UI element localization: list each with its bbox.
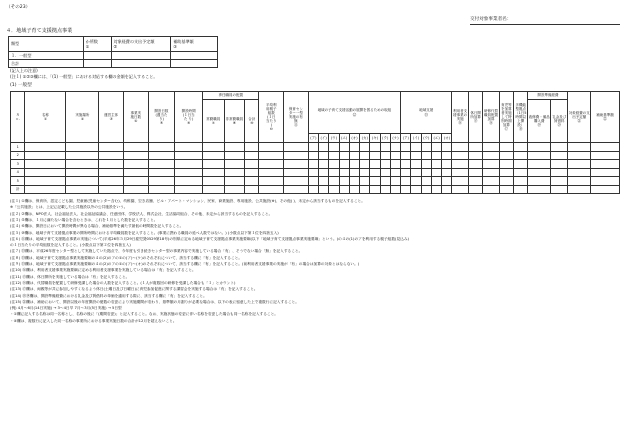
- main-table: [10, 91, 620, 194]
- applicant-underline: [470, 24, 620, 25]
- table-cell[interactable]: [360, 185, 370, 194]
- table-cell[interactable]: [568, 177, 591, 186]
- table-cell[interactable]: [99, 185, 124, 194]
- table-cell[interactable]: [349, 160, 359, 169]
- table-cell[interactable]: [123, 168, 148, 177]
- table-cell[interactable]: [411, 143, 421, 152]
- table-cell[interactable]: [421, 168, 431, 177]
- table-cell[interactable]: [528, 160, 551, 169]
- table-cell[interactable]: [551, 160, 568, 169]
- table-cell[interactable]: [203, 151, 225, 160]
- activity-mark: (エ): [339, 134, 349, 143]
- table-cell[interactable]: [259, 185, 284, 194]
- table-cell[interactable]: [203, 143, 225, 152]
- table-cell[interactable]: [468, 143, 482, 152]
- regional-mark: (ア): [401, 134, 411, 143]
- table-cell[interactable]: [203, 185, 225, 194]
- table-cell[interactable]: [442, 160, 452, 169]
- table-cell[interactable]: [66, 168, 99, 177]
- table-cell[interactable]: [175, 160, 203, 169]
- table-cell[interactable]: [499, 177, 513, 186]
- table-cell[interactable]: [528, 151, 551, 160]
- table-cell[interactable]: [591, 151, 620, 160]
- note-line: (注13) ⑰欄は、両親等が共に参加しやすくなるよう休日(土曜日及び日曜日)に育児参加促進に関する講習会を実施する場合は「有」を記入すること。: [10, 287, 258, 292]
- note-line: (注11) ⑮欄は、休日開所を実施している場合は「有」を記入すること。: [10, 274, 130, 279]
- table-cell[interactable]: [568, 143, 591, 152]
- note-line: (注15) ㉑欄は、補助において、開設以後の年度開設の便数の変更により実施期間が変わり、基準額の月割りが必要な場合は、以下の表に留意した上で複数行に記入すること。: [10, 299, 299, 304]
- table-cell[interactable]: [319, 168, 329, 177]
- row-number: 1: [11, 143, 25, 152]
- regional-mark: (ウ): [421, 134, 431, 143]
- table-cell[interactable]: [224, 168, 245, 177]
- table-cell[interactable]: [123, 143, 148, 152]
- table-cell[interactable]: [514, 185, 528, 194]
- row-number: 4: [11, 168, 25, 177]
- table-cell[interactable]: [66, 160, 99, 169]
- col-center: 保育セン ター一型 実施の有 無 ⑪: [284, 92, 309, 143]
- table-cell[interactable]: [175, 185, 203, 194]
- table-cell[interactable]: [421, 185, 431, 194]
- table-cell[interactable]: [370, 177, 380, 186]
- staff-group: 専任職員の配置: [203, 92, 259, 100]
- table-cell[interactable]: [319, 185, 329, 194]
- table-cell[interactable]: [148, 143, 175, 152]
- table-cell[interactable]: [431, 185, 441, 194]
- notes-title: (記入上の注意): [10, 68, 38, 73]
- table-cell[interactable]: [514, 177, 528, 186]
- col-lease: 礼金及び賃借料 ⑳: [551, 100, 568, 143]
- table-row: [11, 143, 620, 152]
- table-cell[interactable]: [329, 168, 339, 177]
- row-number: 5: [11, 177, 25, 186]
- table-cell[interactable]: [528, 177, 551, 186]
- table-cell[interactable]: [308, 160, 318, 169]
- col-open-days: 開設日数 (週当た り) ⑤: [148, 92, 175, 143]
- table-cell[interactable]: [442, 185, 452, 194]
- table-cell[interactable]: [245, 185, 259, 194]
- table-cell[interactable]: [370, 185, 380, 194]
- col-start: 事業実 施日数 ④: [123, 92, 148, 143]
- section1-title: (1) 一般型: [10, 83, 32, 88]
- table-cell[interactable]: [284, 151, 309, 160]
- table-cell[interactable]: [259, 151, 284, 160]
- table-cell[interactable]: [203, 160, 225, 169]
- table-cell[interactable]: [360, 168, 370, 177]
- table-cell[interactable]: [442, 177, 452, 186]
- table-cell[interactable]: [452, 168, 468, 177]
- table-cell[interactable]: [431, 168, 441, 177]
- summary-row-type: １．一般型: [9, 52, 84, 60]
- table-cell[interactable]: [499, 160, 513, 169]
- table-cell[interactable]: [148, 185, 175, 194]
- table-cell[interactable]: [499, 168, 513, 177]
- table-cell[interactable]: [483, 143, 499, 152]
- table-cell[interactable]: [224, 185, 245, 194]
- note-line: (注10) ⑭欄は、利用者支援事業実施要綱に定める利用者支援事業を実施している場合は「有」を記入すること。: [10, 268, 196, 273]
- table-cell[interactable]: [175, 151, 203, 160]
- table-cell[interactable]: [224, 151, 245, 160]
- table-cell[interactable]: [431, 160, 441, 169]
- table-cell[interactable]: [390, 185, 400, 194]
- table-cell[interactable]: [431, 151, 441, 160]
- table-cell[interactable]: [442, 168, 452, 177]
- table-cell[interactable]: [370, 160, 380, 169]
- table-cell[interactable]: [245, 168, 259, 177]
- table-cell[interactable]: [308, 185, 318, 194]
- col-activities: 地域の子育て支援活動の展開を図るための取組 ⑫: [308, 92, 400, 134]
- table-cell[interactable]: [452, 185, 468, 194]
- table-cell[interactable]: [499, 143, 513, 152]
- col-multi2: 多機能型拠点（1日5時間以上開設） ⑱: [514, 92, 528, 143]
- table-cell[interactable]: [411, 185, 421, 194]
- activity-mark: (ケ): [390, 134, 400, 143]
- table-cell[interactable]: [224, 160, 245, 169]
- summary-table: [8, 36, 218, 68]
- summary-header-standard: 補助基準額 ③: [171, 37, 218, 52]
- table-cell[interactable]: [123, 151, 148, 160]
- note-line: (注６) ⑪欄は、地域子育て支援拠点事業の実施について(平成26年５月29日雇児発0529第18号)の別紙に定める地域子育て支援拠点事業実施要綱(以下「地域子育て支援拠点事業実施要綱」という。)の４の(1)のアを利用する親子組数(見込み): [10, 236, 409, 241]
- table-cell[interactable]: [99, 168, 124, 177]
- table-cell[interactable]: [551, 143, 568, 152]
- summary-header-type: 類型: [9, 37, 84, 52]
- table-cell[interactable]: [468, 151, 482, 160]
- note-line: の１日当たりの平均組数を記入すること。(小数点以下第２位を四捨五入): [10, 243, 131, 248]
- regional-mark: (オ): [442, 134, 452, 143]
- table-cell[interactable]: [591, 143, 620, 152]
- col-operator: 運営主体 ③: [99, 92, 124, 143]
- table-cell[interactable]: [123, 177, 148, 186]
- summary-header-count: か所数 ①: [83, 37, 111, 52]
- table-cell[interactable]: [319, 151, 329, 160]
- table-cell[interactable]: [483, 160, 499, 169]
- table-cell[interactable]: [339, 143, 349, 152]
- table-cell[interactable]: [329, 185, 339, 194]
- table-cell[interactable]: [349, 168, 359, 177]
- note-line: (注４) ⑥欄は、開設日において開設時間が異なる場合、補助基準を満たす最低の時間数を記入すること。: [10, 224, 184, 229]
- table-cell[interactable]: [499, 185, 513, 194]
- col-flextime: 休日開所加算 ⑮: [468, 92, 482, 143]
- table-cell[interactable]: [528, 143, 551, 152]
- table-cell[interactable]: [349, 143, 359, 152]
- table-cell[interactable]: [259, 177, 284, 186]
- table-cell[interactable]: [401, 185, 411, 194]
- table-cell[interactable]: [339, 177, 349, 186]
- col-target: 対象経費の支出予定額 ㉑: [568, 92, 591, 143]
- table-cell[interactable]: [591, 185, 620, 194]
- table-cell[interactable]: [123, 160, 148, 169]
- table-cell[interactable]: [421, 151, 431, 160]
- table-cell[interactable]: [25, 151, 66, 160]
- table-cell[interactable]: [468, 160, 482, 169]
- table-cell[interactable]: [442, 151, 452, 160]
- note-line: (注１) ①欄は、保育所、認定こども園、児童館(児童センター含む)、幼稚園、空き店舗、ビル・アパート・マンション、民家、商業施設、専用施設、公共施設(※)、その他( )、未定から該当するものを記入すること。: [10, 199, 365, 203]
- col-parttime: 非常勤職員 ⑧: [224, 100, 245, 143]
- activity-mark: (イ): [319, 134, 329, 143]
- table-cell[interactable]: [319, 177, 329, 186]
- note-line: (注５) ⑩欄は、地域子育て支援拠点事業の開所時間における平均職員数を記入すること。(事業に携わる職員の延べ人数ではない。) (小数点以下第１位を四捨五入): [10, 230, 279, 235]
- table-cell[interactable]: [514, 143, 528, 152]
- table-cell[interactable]: [421, 160, 431, 169]
- table-cell[interactable]: [66, 177, 99, 186]
- table-cell[interactable]: [25, 168, 66, 177]
- table-cell[interactable]: [390, 177, 400, 186]
- table-cell[interactable]: [25, 143, 66, 152]
- applicant-label: 交付対象事業者名：: [470, 17, 512, 22]
- table-cell[interactable]: [591, 160, 620, 169]
- table-cell[interactable]: [411, 168, 421, 177]
- col-open-hours: 開設時間 (１日当 た り) ⑥: [175, 92, 203, 143]
- table-cell[interactable]: [25, 185, 66, 194]
- table-cell[interactable]: [148, 177, 175, 186]
- table-cell[interactable]: [390, 160, 400, 169]
- table-cell[interactable]: [99, 177, 124, 186]
- activity-mark: (ク): [380, 134, 390, 143]
- note-line: (注２) ②欄は、NPO法人、社会福祉法人、社会福祉協議会、任意団体、学校法人、株式会社、生活協同組合、その他、未定から該当するものを記入すること。: [10, 211, 273, 216]
- col-renovation: 改修費・備品購入費 ⑲: [528, 100, 551, 143]
- activity-mark: (ウ): [329, 134, 339, 143]
- col-total: 合計 ⑨: [245, 100, 259, 143]
- table-cell[interactable]: [99, 151, 124, 160]
- table-cell[interactable]: [468, 185, 482, 194]
- table-cell[interactable]: [380, 143, 390, 152]
- table-cell[interactable]: [411, 177, 421, 186]
- table-cell[interactable]: [390, 151, 400, 160]
- summary-row-total: 合計: [9, 60, 84, 68]
- table-cell[interactable]: [175, 168, 203, 177]
- table-cell[interactable]: [380, 185, 390, 194]
- table-cell[interactable]: [380, 168, 390, 177]
- table-cell[interactable]: [514, 160, 528, 169]
- table-cell[interactable]: [483, 151, 499, 160]
- table-cell[interactable]: [224, 177, 245, 186]
- table-cell[interactable]: [329, 160, 339, 169]
- table-cell[interactable]: [468, 168, 482, 177]
- table-cell[interactable]: [308, 177, 318, 186]
- note-line: ・④欄は、複数行に記入した同一名称の事業所における事業実施日数の合計が12月を超えないこと。: [10, 318, 177, 323]
- table-cell[interactable]: [370, 151, 380, 160]
- table-cell[interactable]: [483, 177, 499, 186]
- activity-mark: (ア): [308, 134, 318, 143]
- table-cell[interactable]: [203, 177, 225, 186]
- table-cell[interactable]: [349, 185, 359, 194]
- regional-mark: (エ): [431, 134, 441, 143]
- table-cell[interactable]: [319, 160, 329, 169]
- table-cell[interactable]: [245, 177, 259, 186]
- table-cell[interactable]: [329, 177, 339, 186]
- note-line: ※「公共施設」とは、上記に記載した公共施設以外の公共施設をいう。: [10, 205, 128, 210]
- col-name: 名称 ①: [25, 92, 66, 143]
- table-cell[interactable]: [401, 151, 411, 160]
- table-cell[interactable]: [551, 185, 568, 194]
- table-row: [11, 151, 620, 160]
- table-row: [11, 160, 620, 169]
- table-cell[interactable]: [514, 151, 528, 160]
- table-cell[interactable]: [339, 160, 349, 169]
- table-cell[interactable]: [468, 177, 482, 186]
- table-cell[interactable]: [259, 160, 284, 169]
- activity-mark: (キ): [370, 134, 380, 143]
- table-cell[interactable]: [329, 143, 339, 152]
- table-cell[interactable]: [284, 143, 309, 152]
- table-cell[interactable]: [591, 168, 620, 177]
- table-cell[interactable]: [245, 151, 259, 160]
- col-regional: 地域支援 ⑬: [401, 92, 452, 134]
- table-cell[interactable]: [568, 151, 591, 160]
- table-cell[interactable]: [483, 185, 499, 194]
- table-cell[interactable]: [370, 143, 380, 152]
- table-cell[interactable]: [483, 168, 499, 177]
- note-line: (注14) ⑱⑲欄は、開設準備経費における礼金及び賃借料の単価を適用する際に、該当する欄に「有」を記入すること。: [10, 293, 207, 298]
- table-cell[interactable]: [499, 151, 513, 160]
- table-cell[interactable]: [284, 177, 309, 186]
- table-cell[interactable]: [339, 151, 349, 160]
- table-cell[interactable]: [259, 143, 284, 152]
- note-line: (例) 4月～6月(14日実施) → 3～4日早 7月～3月(5日実施) → 5日型: [10, 306, 122, 311]
- table-cell[interactable]: [259, 168, 284, 177]
- table-row: [11, 168, 620, 177]
- col-avg-users: 平均利 用親子 組数 (１日 当たり ) ⑩: [259, 92, 284, 143]
- table-cell[interactable]: [411, 160, 421, 169]
- col-extended: 利用者支援事業の実施 ⑭: [452, 92, 468, 143]
- table-cell[interactable]: [245, 143, 259, 152]
- table-cell[interactable]: [370, 168, 380, 177]
- table-cell[interactable]: [591, 177, 620, 186]
- table-cell[interactable]: [401, 143, 411, 152]
- note-line: (注12) ⑯欄は、代替職員を配置して研修受講した場合の人数を記入すること。(１人が複数回の研修を受講した場合も「１」とカウント): [10, 280, 236, 285]
- table-cell[interactable]: [148, 160, 175, 169]
- activity-mark: (オ): [349, 134, 359, 143]
- table-cell[interactable]: [175, 177, 203, 186]
- note-line: ・①欄に記入する名称は同一名称とし、名称の後に「(期間変更)」と記入すること。なお、実施状態の変更に伴い名称を変更した場合も同一名称を記入すること。: [10, 312, 278, 317]
- table-cell[interactable]: [99, 160, 124, 169]
- col-subsidy: 補助基準額 ㉒: [591, 92, 620, 143]
- table-cell[interactable]: [284, 185, 309, 194]
- summary-cell[interactable]: [83, 60, 111, 68]
- table-cell[interactable]: [452, 151, 468, 160]
- col-fulltime: 常勤職員 ⑦: [203, 100, 225, 143]
- table-cell[interactable]: [329, 151, 339, 160]
- table-row: [11, 177, 620, 186]
- col-multi: 育児等を加算者実施して特別時期加算 ⑰: [499, 92, 513, 143]
- table-cell[interactable]: [431, 143, 441, 152]
- table-cell[interactable]: [401, 160, 411, 169]
- activity-mark: (カ): [360, 134, 370, 143]
- table-cell[interactable]: [25, 160, 66, 169]
- row-number: 3: [11, 160, 25, 169]
- table-cell[interactable]: [339, 168, 349, 177]
- table-cell[interactable]: [551, 168, 568, 177]
- table-cell[interactable]: [148, 168, 175, 177]
- table-cell[interactable]: [401, 177, 411, 186]
- table-cell[interactable]: [551, 151, 568, 160]
- note-line: (注９) ⑬欄は、地域子育て支援拠点事業実施要綱の４の(2)のアの①の(ア)～(オ)のそれぞれについて、該当する欄に「有」を記入すること。(前利用者支援事業の実施が「有」の場合は加算の対象とはならない。): [10, 262, 360, 266]
- note-line: (注７) ⑬欄は、平成26年度センター型として実施していた拠点で、今年度も引き続きセンター型の事業内容で実施している場合「有」、そうでない場合「無」を記入すること。: [10, 249, 303, 254]
- table-cell[interactable]: [514, 168, 528, 177]
- section-title: ４．地域子育て支援拠点事業: [6, 28, 73, 34]
- table-cell[interactable]: [319, 143, 329, 152]
- table-cell[interactable]: [66, 151, 99, 160]
- table-cell[interactable]: [452, 143, 468, 152]
- regional-mark: (イ): [411, 134, 421, 143]
- table-cell[interactable]: [25, 177, 66, 186]
- table-cell[interactable]: [66, 143, 99, 152]
- table-cell[interactable]: [442, 143, 452, 152]
- table-cell[interactable]: [308, 168, 318, 177]
- table-cell[interactable]: [452, 177, 468, 186]
- table-cell[interactable]: [360, 151, 370, 160]
- table-cell[interactable]: [431, 177, 441, 186]
- table-cell[interactable]: [390, 168, 400, 177]
- note-line: (注８) ⑬欄は、地域子育て支援拠点事業実施要綱の４の(2)のアの①の(ア)～(ケ)のそれぞれについて、該当する欄に「有」を記入すること。: [10, 255, 243, 260]
- table-cell[interactable]: [421, 177, 431, 186]
- table-cell[interactable]: [390, 143, 400, 152]
- table-cell[interactable]: [528, 185, 551, 194]
- table-cell[interactable]: [308, 143, 318, 152]
- page-label: （その23）: [6, 5, 31, 10]
- table-cell[interactable]: [339, 185, 349, 194]
- table-cell[interactable]: [452, 160, 468, 169]
- table-cell[interactable]: [349, 177, 359, 186]
- table-cell[interactable]: [401, 168, 411, 177]
- table-cell[interactable]: [568, 160, 591, 169]
- table-cell[interactable]: [284, 160, 309, 169]
- summary-cell[interactable]: [83, 52, 111, 60]
- table-cell[interactable]: [66, 185, 99, 194]
- table-cell[interactable]: [551, 177, 568, 186]
- table-cell[interactable]: [568, 185, 591, 194]
- col-location: 実施場所 ②: [66, 92, 99, 143]
- col-training: 研修代替職員配置加算 ⑯: [483, 92, 499, 143]
- table-cell[interactable]: [380, 160, 390, 169]
- table-cell[interactable]: [203, 168, 225, 177]
- table-cell[interactable]: [360, 160, 370, 169]
- table-cell[interactable]: [308, 151, 318, 160]
- table-cell[interactable]: [421, 143, 431, 152]
- summary-cell[interactable]: [111, 60, 171, 68]
- table-row: [11, 185, 620, 194]
- table-cell[interactable]: [284, 168, 309, 177]
- table-cell[interactable]: [360, 177, 370, 186]
- table-cell[interactable]: [528, 168, 551, 177]
- table-cell[interactable]: [411, 151, 421, 160]
- table-cell[interactable]: [123, 185, 148, 194]
- note-summary: (注１) ①②③欄には、「(1) 一般型」における対応する欄の金額を記入すること。: [10, 74, 158, 79]
- summary-header-planned: 対象経費の支出予定額 ②: [111, 37, 171, 52]
- table-cell[interactable]: [148, 151, 175, 160]
- prep-group: 開設準備経費: [528, 92, 568, 100]
- table-cell[interactable]: [175, 143, 203, 152]
- table-cell[interactable]: [349, 151, 359, 160]
- table-cell[interactable]: [380, 177, 390, 186]
- table-cell[interactable]: [360, 143, 370, 152]
- table-cell[interactable]: [245, 160, 259, 169]
- table-cell[interactable]: [380, 151, 390, 160]
- row-number: 2: [11, 151, 25, 160]
- row-number: 計: [11, 185, 25, 194]
- summary-cell[interactable]: [171, 60, 218, 68]
- col-sno: Ｓ ｏ.: [11, 92, 25, 143]
- table-cell[interactable]: [224, 143, 245, 152]
- summary-cell[interactable]: [171, 52, 218, 60]
- table-cell[interactable]: [99, 143, 124, 152]
- summary-cell[interactable]: [111, 52, 171, 60]
- note-line: (注３) ⑤欄は、１月に満たない場合を含むときは、これを１月とした数を記入すること。: [10, 217, 158, 222]
- table-cell[interactable]: [568, 168, 591, 177]
